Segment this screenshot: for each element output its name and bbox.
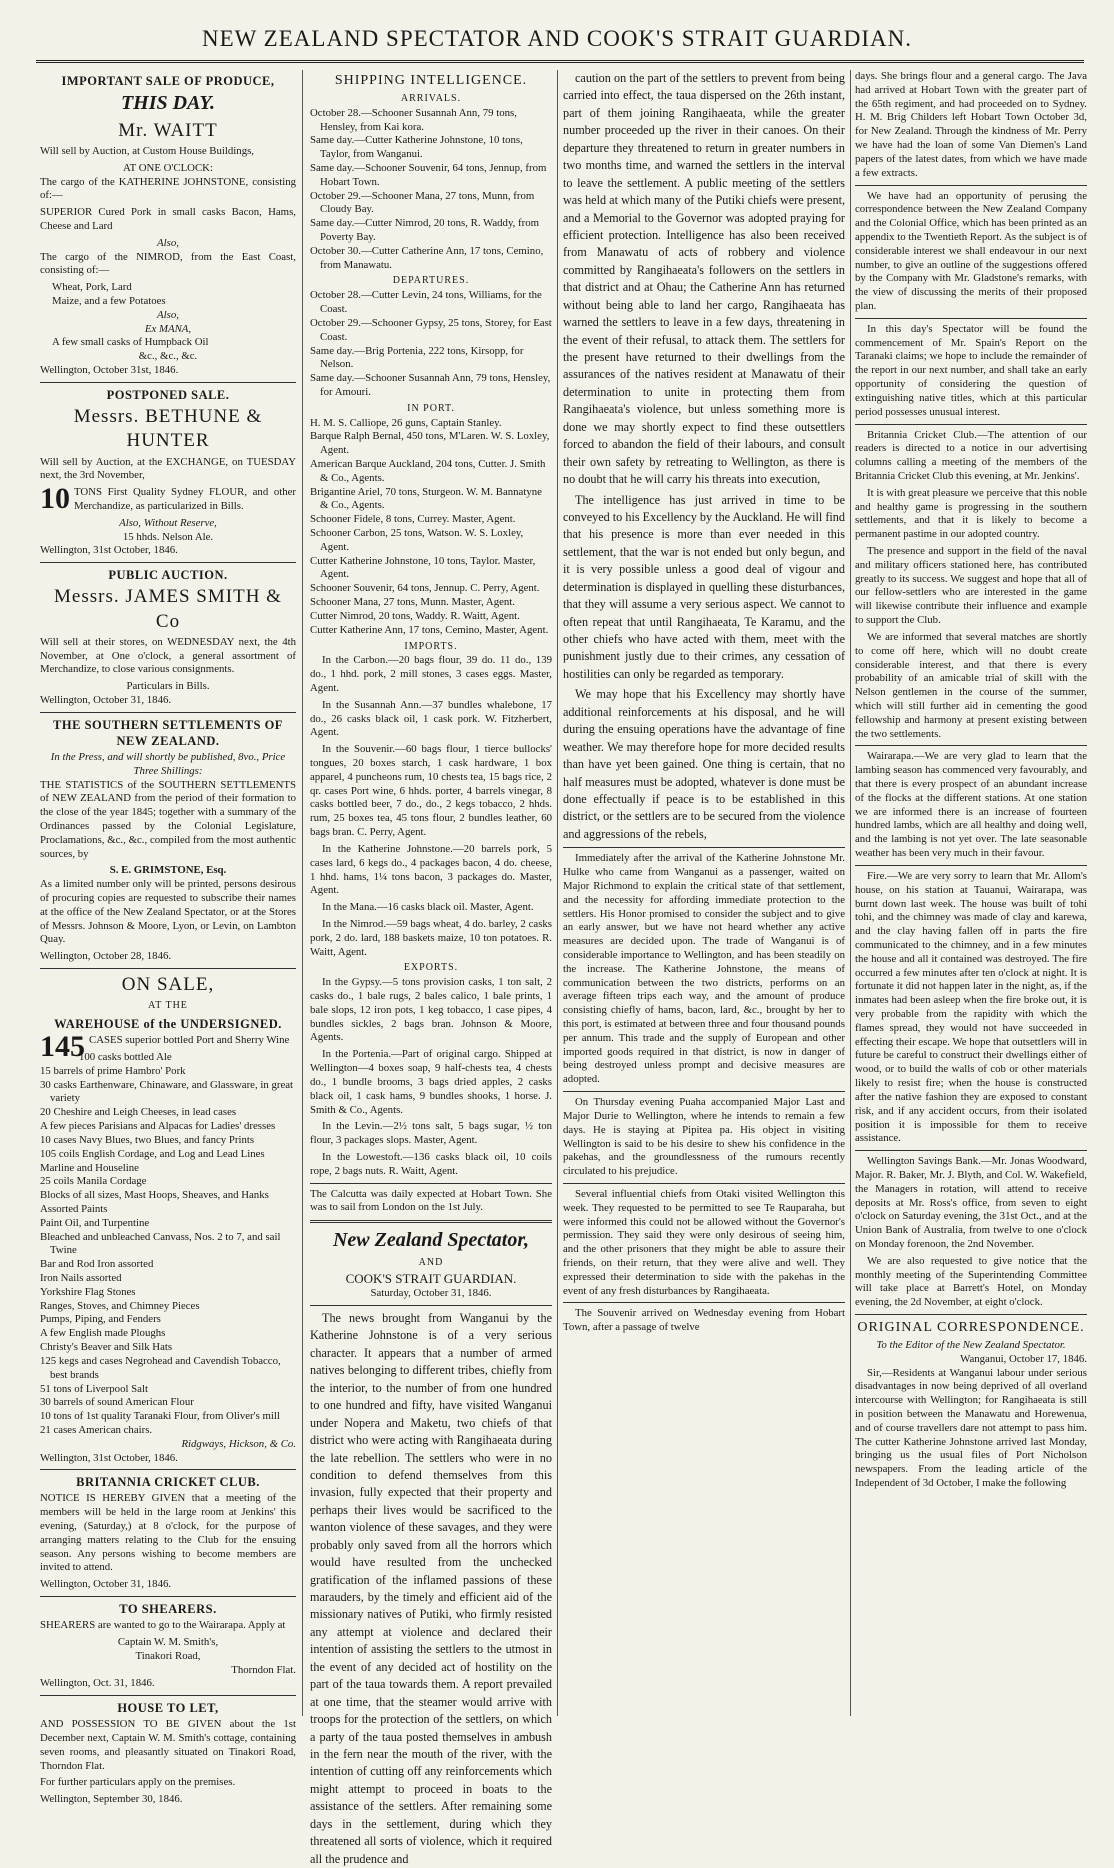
firm-name: Messrs. JAMES SMITH & Co [54,586,282,632]
shipping-entry: October 28.—Cutter Levin, 24 tons, Williams, for the Coast. [310,289,542,316]
warehouse-item: A few English made Ploughs [40,1327,166,1340]
ad-date: Wellington, 31st October, 1846. [40,1451,178,1464]
ad-text: Particulars in Bills. [126,680,210,693]
ad-text: AT THE [148,1000,188,1012]
warehouse-item: Christy's Beaver and Silk Hats [40,1341,173,1354]
ad-time: AT ONE O'CLOCK: [123,161,213,174]
ad-text: &c., &c., &c. [138,350,198,363]
ad-date: Wellington, 31st October, 1846. [40,544,178,557]
ad-address: Thorndon Flat. [231,1663,296,1676]
in-port-list [310,417,552,638]
ad-text: The cargo of the KATHERINE JOHNSTONE, consisting of:— [40,175,296,202]
section-heading: SHIPPING INTELLIGENCE. [334,73,528,88]
ad-text: Also, [157,308,179,321]
shipping-entry: Schooner Carbon, 25 tons, Watson. W. S. Loxley, Agent. [310,527,524,553]
news-item: The presence and support in the field of the naval and military officers stationed here, has contributed greatly to its success. We suggest and hope that all of our fellow-settlers who are interested in the game will likewise contribute their influence and example to support the Club. [855,545,1087,627]
ad-heading: THE SOUTHERN SETTLEMENTS OF NEW ZEALAND. [53,717,283,748]
shipping-entry: Same day.—Cutter Katherine Johnstone, 10 tons, Taylor, from Wanganui. [310,134,523,161]
divider [855,185,1087,186]
news-item: Several influential chiefs from Otaki visited Wellington this week. They requested to be permitted to see Te Rauparaha, but were informed this could not be allowed without the Governor's permission. They said they were only desirous of seeing him, and the other prisoners that they might be able to assure their friends, on their return, that they were alive and well. They expressed their determination to side with the pakehas in the event of any fresh disturbances by Rangihaeata. [563,1187,845,1297]
warehouse-item: 10 cases Navy Blues, two Blues, and fancy Prints [40,1133,255,1146]
subsection-label: ARRIVALS. [400,92,462,104]
cargo-entry: In the Souvenir.—60 bags flour, 1 tierce bullocks' tongues, 20 boxes starch, 1 cask hardware, 1 box apparel, 4 puncheons rum, 10 chests tea, 15 bags rice, 2 qr. cases Port wine, 6 hhds. porter, 4 barrels vinegar, 8 casks bottled beer, 7 do., do., 2 kegs tobacco, 2 hhds. rum, 25 boxes tea, 45 tons flour, 2 bundles leather, 60 bags bran. C. Perry, Agent. [310,743,552,839]
editorial-paragraph: The intelligence has just arrived in time to be conveyed to his Excellency by the Auckland. He will find that his presence is more than ever needed in this settlement, that the war is not ended but only begun, and it is very possible unless a good deal of vigour and determination is displayed in quelling these disturbances, that they will assume a very serious aspect. We cannot to often repeat that until Rangihaeata, Te Karamu, and the other chiefs who have acted with them, meet with the punishment justly due to their crimes, any cessation of hostilities can only be regarded as temporary. [563,492,845,681]
imports-list [310,654,552,959]
ad-text: In the Press, and will shortly be published, 8vo., Price Three Shillings: [50,750,286,777]
divider [855,1314,1087,1315]
ad-text: TONS First Quality Sydney FLOUR, and other Merchandize, as particularized in Bills. [74,486,296,512]
news-item: We are also requested to give notice that the monthly meeting of the Superintending Committee will take place at Barrett's Hotel, on Monday evening, the 2d November, at eight o'clock. [855,1254,1087,1309]
warehouse-item: Assorted Paints [40,1202,108,1215]
ad-public-auction [40,567,296,708]
ad-number: 10 [40,482,70,516]
ad-text: Also, Without Reserve, [119,516,217,529]
ad-item: Wheat, Pork, Lard [52,281,132,294]
shipping-entry: Schooner Souvenir, 64 tons, Jennup. C. Perry, Agent. [310,582,540,595]
masthead-rule [36,60,1084,63]
letter-text: Sir,—Residents at Wanganui labour under serious disadvantages in now being deprived of all overland intercourse with Wellington; for Rangihaeata is still in position between the Manawatu and Horewenua, and of course travellers dare not attempt to pass him. The cutter Katherine Johnstone arrived last Monday, bringing us the usual files of Port Nicholson newspapers. From the leading article of the Independent of 3d October, I make the following [855,1366,1087,1490]
warehouse-item: Bar and Rod Iron assorted [40,1258,154,1271]
shipping-entry: American Barque Auckland, 204 tons, Cutter. J. Smith & Co., Agents. [310,457,546,484]
subsection-label: IMPORTS. [404,640,458,652]
divider [40,968,296,969]
warehouse-item: Blocks of all sizes, Mast Hoops, Sheaves, and Hanks [40,1189,269,1202]
warehouse-item: 30 casks Earthenware, Chinaware, and Glassware, in great variety [40,1078,294,1105]
ad-item: A few small casks of Humpback Oil [52,336,209,349]
ad-heading: PUBLIC AUCTION. [108,568,228,583]
shipping-entry: Same day.—Schooner Susannah Ann, 79 tons, Hensley, for Amouri. [310,372,551,398]
shipping-entry: Same day.—Brig Portenia, 222 tons, Kirsopp, for Nelson. [310,344,524,371]
subsection-label: IN PORT. [407,402,455,414]
cargo-entry: In the Katherine Johnstone.—20 barrels pork, 5 cases lard, 6 kegs do., 4 packages bacon, 4 do. cheese, 1 hhd. hams, 1¼ tons bacon, 3 packages do. Master, Agent. [310,842,552,897]
ad-text: Will sell by Auction, at Custom House Buildings, [40,144,255,157]
author-name: S. E. GRIMSTONE, Esq. [109,864,227,877]
divider [563,1302,845,1303]
ad-text: AND POSSESSION TO BE GIVEN about the 1st December next, Captain W. M. Smith's cottage, containing seven rooms, and pleasantly situated on Tinakori Road, Thorndon Flat. [40,1718,296,1772]
ad-heading: HOUSE TO LET, [117,1701,219,1716]
local-news-column [855,70,1087,1716]
warehouse-item: 100 casks bottled Ale [79,1051,172,1064]
warehouse-item: Iron Nails assorted [40,1272,122,1285]
warehouse-item: Bleached and unbleached Canvass, Nos. 2 to 7, and sail Twine [40,1230,281,1257]
ad-item: 15 hhds. Nelson Ale. [122,530,214,543]
warehouse-item-list [40,1051,296,1438]
shipping-entry: October 28.—Schooner Susannah Ann, 79 tons, Hensley, from Kai kora. [310,106,517,133]
news-item: Fire.—We are very sorry to learn that Mr. Allom's house, on his station at Tauanui, Wairarapa, was burnt down last week. The house was built of tohi tohi, and the chimney was made of clay and karewa, and the clay having fallen off in parts the fire communicated to the chimney, and in a few minutes the house and all it contained was destroyed. The fire occurred a few minutes after ten o'clock at night. It is fortunate it did not happen later in the night, as, if the inmates had been asleep when the fire broke out, it is very probable from the rapidity with which the flames spread, they would not have succeeded in effecting their escape. We hope that outsettlers will in future be careful to construct their dwellings either of wood, or to build the walls of cob or other materials likely to resist fire; when the house is constructed after the native fashion they are exposed to constant risk, and if any accident occurs, from their isolated position it is impossible for them to receive assistance. [855,869,1087,1145]
departures-list [310,289,552,400]
news-item: The Calcutta was daily expected at Hobart Town. She was to sail from London on the 1st July. [310,1187,552,1214]
ad-text: NOTICE IS HEREBY GIVEN that a meeting of the members will be held in the large room at Jenkins' this evening, (Saturday,) at 8 o'clock, for the purpose of arranging matters relating to the Club for the ensuing season. Any persons wishing to become members are invited to attend. [40,1492,296,1574]
column-divider [302,70,303,1716]
shipping-entry: Cutter Katherine Ann, 17 tons, Cemino, Master, Agent. [310,623,549,636]
ad-date: Wellington, October 31st, 1846. [40,364,179,377]
warehouse-item: 25 coils Manila Cordage [40,1175,147,1188]
cargo-entry: In the Portenia.—Part of original cargo. Shipped at Wellington—4 boxes soap, 9 half-chests tea, 4 chests do., 1 bundle brooms, 3 bags dried apples, 2 casks black oil, 1 cask hams, 9 bundles shooks, 1 horse. J. Smith & Co., Agents. [310,1048,552,1116]
ad-text: For further particulars apply on the premises. [40,1776,236,1789]
ad-heading: POSTPONED SALE. [106,387,230,402]
divider [310,1220,552,1223]
ad-date: Wellington, October 28, 1846. [40,950,172,963]
divider [40,382,296,383]
shipping-entry: Barque Ralph Bernal, 450 tons, M'Laren. W. S. Loxley, Agent. [310,430,550,457]
ad-text: SHEARERS are wanted to go to the Wairarapa. Apply at [40,1619,286,1632]
ad-house-to-let [40,1700,296,1807]
ad-southern-settlements [40,717,296,964]
ad-text: THE STATISTICS of the SOUTHERN SETTLEMENTS of NEW ZEALAND from the period of their formation to the close of the year 1845; together with a summary of the Ordinances passed by the Colonial Legislature, Proclamations, &c., &c., compiled from the most authentic sources, by [40,778,296,860]
divider [855,318,1087,319]
ad-date: Wellington, October 31, 1846. [40,1578,172,1591]
column-divider [850,70,851,1716]
editorial-paragraph: caution on the part of the settlers to prevent from being carried into effect, the taua dispersed on the 26th instant, part of them joining Rangihaeata, while the greater number proceeded up the river in their canoes. On their departure they threatened to return in greater numbers in two months time, and warned the settlers in the interval to leave the settlement. A public meeting of the settlers was held at which many of the Putiki chiefs were present, and a Memorial to the Governor was adopted praying for efficient protection. Intelligence has also been received from Manawatu of acts of robbery and violence committed by Rangihaeata's followers on the settlers in that district and at Ohau; the Catherine Ann has returned without being able to land her cargo, Rangihaeata has warned the settlers to leave in a few days, threatening in the event of their refusal, to attack them. The settlers for the present have returned to their dwellings from the assurances of the natives resident at Manawatu of their determination to unite in protecting them from Rangihaeata's violence, but unless something more is done we may shortly expect to find these outsettlers forced to abandon the field of their labours, and consult their own safety by retreating to Wellington, as there is no doubt that he will carry his threats into execution, [563,71,845,487]
divider [40,1469,296,1470]
news-item: We are informed that several matches are shortly to come off here, which will no doubt create considerable interest, and that there is every probability of an amicable trial of skill with the Nelson gentlemen in the course of the summer, which will still further aid in cementing the good fellowship and harmony at present existing between the two settlements. [855,630,1087,740]
ad-text: SUPERIOR Cured Pork in small casks Bacon, Hams, Cheese and Lard [40,206,296,232]
warehouse-item: Yorkshire Flag Stones [40,1285,136,1298]
ad-text: Will sell at their stores, on WEDNESDAY next, the 4th November, at One o'clock, a general assortment of Merchandize, to close various consignments. [40,635,296,676]
shipping-entry: Cutter Nimrod, 20 tons, Waddy. R. Waitt, Agent. [310,609,520,622]
shipping-entry: Cutter Katherine Johnstone, 10 tons, Taylor. Master, Agent. [310,554,536,581]
ad-text: As a limited number only will be printed, persons desirous of procuring copies are requested to subscribe their names at the office of the New Zealand Spectator, or at the Stores of Messrs. Johnson & Moore, Lyon, or Levin, on Lambton Quay. [40,878,296,946]
editorial-column [563,70,845,1716]
shipping-entry: Brigantine Ariel, 70 tons, Sturgeon. W. M. Bannatyne & Co., Agents. [310,485,542,512]
ad-shearers [40,1601,296,1691]
ad-text: Ex MANA, [144,322,192,335]
issue-date: Saturday, October 31, 1846. [370,1287,492,1300]
news-item: We have had an opportunity of perusing the correspondence between the New Zealand Company and the Colonial Office, which has been printed as an appendix to the Twentieth Report. As the subject is of considerable interest we shall endeavour in our next number, to give an outline of the suggestions offered by the Company with Mr. Gladstone's remarks, with the view of discussing the merits of their proposed plan. [855,189,1087,312]
news-item: It is with great pleasure we perceive that this noble and healthy game is progressing in the southern settlements, and that it is likely to become a permanent pastime in our adopted country. [855,486,1087,541]
warehouse-item: Pumps, Piping, and Fenders [40,1313,161,1326]
ad-heading: BRITANNIA CRICKET CLUB. [76,1475,260,1490]
shipping-entry: October 29.—Schooner Mana, 27 tons, Munn, from Cloudy Bay. [310,189,535,216]
ad-subheading: THIS DAY. [120,92,216,114]
ad-date: Wellington, September 30, 1846. [40,1793,183,1806]
shipping-entry: Same day.—Schooner Souvenir, 64 tons, Jennup, from Hobart Town. [310,161,547,188]
ad-date: Wellington, October 31, 1846. [40,694,172,707]
warehouse-item: Ranges, Stoves, and Chimney Pieces [40,1299,200,1312]
warehouse-item: A few pieces Parisians and Alpacas for Ladies' dresses [40,1120,276,1133]
cargo-entry: In the Mana.—16 casks black oil. Master, Agent. [322,901,534,914]
auctioneer-name: Mr. WAITT [118,119,218,141]
ad-postponed-sale [40,387,296,558]
shipping-entry: H. M. S. Calliope, 26 guns, Captain Stanley. [310,416,502,429]
arrivals-list [310,107,552,273]
warehouse-item: 30 barrels of sound American Flour [40,1396,194,1409]
shipping-entry: October 30.—Cutter Catherine Ann, 17 tons, Cemino, from Manawatu. [310,244,544,271]
divider [40,1695,296,1696]
ad-text: CASES superior bottled Port and Sherry Wine [89,1034,290,1047]
warehouse-item: 125 kegs and cases Negrohead and Cavendish Tobacco, best brands [40,1354,281,1381]
column-divider [557,70,558,1716]
divider [310,1183,552,1184]
ad-text: Also, [157,236,179,249]
news-item: Britannia Cricket Club.—The attention of our readers is directed to a notice in our advertising columns calling a meeting of the members of the Britannia Cricket Club this evening, at Mr. Jenkins'. [855,428,1087,482]
cargo-entry: In the Nimrod.—59 bags wheat, 4 do. barley, 2 casks pork, 2 do. lard, 188 baskets maize, 10 ton potatoes. R. Waitt, Agent. [310,917,552,958]
firm-name: Messrs. BETHUNE & HUNTER [73,405,263,452]
warehouse-item: 20 Cheshire and Leigh Cheeses, in lead cases [40,1106,237,1119]
divider [855,745,1087,746]
ad-heading: WAREHOUSE of the UNDERSIGNED. [54,1017,282,1032]
section-heading: ORIGINAL CORRESPONDENCE. [857,1320,1085,1336]
editorial-paragraph: The news brought from Wanganui by the Katherine Johnstone is of a very serious character. It appears that a number of armed natives belonging to different tribes, chiefly from the interior, to the number of from one hundred to one hundred and fifty, have visited Wanganui under Nopera and Maketu, two chiefs of that district who were acting with Rangihaeata during the late rebellion. The settlers who were in no condition to defend themselves from this invasion, fully expected that their property and perhaps their lives would be sacrificed to the wanton violence of these savages, and they were probably only saved from all the horrors which would have resulted from the unchecked gratification of the inflamed passions of these marauders, by the timely and efficient aid of the missionary natives of Putiki, who firmly resisted any attempt at violence and declared their intention of assisting the settlers to the utmost in the event of any decided act of hostility on the part of the taua towards them. A report prevailed at one time, that the steamer would arrive with troops for the protection of the settlers, on which a party of the taua posted themselves in ambush in the fern near the mouth of the river, with the intention of cutting off any reinforcements which might attempt to proceed in boats to the assistance of the settlers. After remaining some days in the settlement, during which they threatened all sorts of violence, which it required all the prudence and [310,1311,552,1866]
warehouse-item: Paint Oil, and Turpentine [40,1216,150,1229]
divider [855,865,1087,866]
warehouse-item: 105 coils English Cordage, and Log and Lead Lines [40,1147,265,1160]
ad-heading: TO SHEARERS. [119,1602,217,1617]
news-item: Immediately after the arrival of the Katherine Johnstone Mr. Hulke who came from Wanganui as a passenger, waited on Major Richmond to explain the critical state of that settlement, and the necessity for affording immediate protection to the settlers. His Honor promised to consider the subject and to give an early answer, but we have not heard whether any active measures are decided upon. The trade of Wanganui is of considerable importance to Wellington, and has been steadily on the increase. The Katherine Johnstone, the means of communication between the two districts, performs on an average fifteen trips each way, and the amount of produce consisting chiefly of hams, bacon, lard, &c., brought by her to this port, is estimated at between three and four thousand pounds per annum. This trade and the supply of European and other imported goods required in that district, is now in danger of being destroyed unless prompt and decisive measures are adopted. [563,852,845,1086]
divider [40,1596,296,1597]
divider [855,424,1087,425]
divider [563,1183,845,1184]
exports-list [310,976,552,1178]
ad-address: Captain W. M. Smith's, [117,1635,219,1648]
shipping-entry: October 29.—Schooner Gypsy, 25 tons, Storey, for East Coast. [310,316,552,343]
letter-address: To the Editor of the New Zealand Spectator. [876,1338,1066,1351]
cargo-entry: In the Susannah Ann.—37 bundles whalebone, 17 do., 26 casks black oil, 1 cask pork. W. Fitzherbert, Agent. [310,698,552,739]
subsection-label: EXPORTS. [403,962,459,974]
news-item: days. She brings flour and a general cargo. The Java had arrived at Hobart Town with the greater part of the 65th regiment, and had proceeded on to Sydney. H. M. Brig Childers left Hobart Town October 3d, for New Zealand. Through the kindness of Mr. Perry we have had the loan of some Van Diemen's Land papers of the latest dates, from which we have made a few extracts. [855,70,1087,179]
cargo-entry: In the Levin.—2½ tons salt, 5 bags sugar, ½ ton flour, 3 packages slops. Master, Agent. [310,1120,552,1147]
divider [40,562,296,563]
news-item: Wairarapa.—We are very glad to learn that the lambing season has commenced very favourably, and that there is every prospect of an abundant increase of the flocks at the different stations. At one station we are informed there is an increase of fourteen hundred lambs, which are all healthy and doing well, and the lambing is not yet over. The late seasonable weather has been very much in their favour. [855,750,1087,860]
warehouse-item: Marline and Houseline [40,1161,139,1174]
shipping-entry: Schooner Fidele, 8 tons, Currey. Master, Agent. [310,513,516,526]
advertisements-column [40,70,296,1806]
divider [40,712,296,713]
warehouse-item: 21 cases American chairs. [40,1423,153,1436]
paper-title-and: AND [418,1256,444,1268]
ad-cricket-club [40,1474,296,1592]
divider [563,847,845,848]
warehouse-item: 51 tons of Liverpool Salt [40,1382,148,1395]
cargo-entry: In the Lowestoft.—136 casks black oil, 10 coils rope, 2 bags nuts. R. Waitt, Agent. [310,1150,552,1177]
ad-signature: Ridgways, Hickson, & Co. [181,1437,296,1450]
divider [310,1305,552,1306]
news-item: In this day's Spectator will be found the commencement of Mr. Spain's Report on the Taranaki claims; we hope to include the remainder of the report in our next number, and shall take an early opportunity of considering the question of extinguishing native titles, which at this particular period possesses unusual interest. [855,322,1087,418]
ad-date: Wellington, Oct. 31, 1846. [40,1677,155,1690]
warehouse-item: 10 tons of 1st quality Taranaki Flour, from Oliver's mill [40,1410,280,1423]
shipping-entry: Schooner Mana, 27 tons, Munn. Master, Agent. [310,596,515,609]
ad-item: Maize, and a few Potatoes [52,295,166,308]
news-item: Wellington Savings Bank.—Mr. Jonas Woodward, Major. R. Baker, Mr. J. Blyth, and Col. W. Wakefield, the Managers in rotation, will attend to receive deposits at Mr. Ross's office, from seven to eight o'clock on Saturday evening, the 31st Oct., and at the Union Bank of Australia, from twelve to one o'clock on Monday forenoon, the 2nd November. [855,1155,1087,1250]
ad-heading: ON SALE, [121,974,215,996]
warehouse-item: 15 barrels of prime Hambro' Pork [40,1064,186,1077]
letter-dateline: Wanganui, October 17, 1846. [960,1352,1087,1365]
shipping-entry: Same day.—Cutter Nimrod, 20 tons, R. Waddy, from Poverty Bay. [310,217,540,244]
ad-warehouse-sale [40,973,296,1465]
masthead: NEW ZEALAND SPECTATOR AND COOK'S STRAIT GUARDIAN. [201,26,913,51]
paper-subtitle: COOK'S STRAIT GUARDIAN. [345,1270,517,1286]
news-item: On Thursday evening Puaha accompanied Major Last and Major Durie to Wellington, where he intends to remain a few days. He is staying at Pipitea pa. His object in visiting Wellington is said to be his desire to shew his confidence in the pakehas, and the groundlessness of the rumours recently circulated to his prejudice. [563,1096,845,1178]
divider [563,1091,845,1092]
shipping-column [310,70,552,1866]
divider [855,1150,1087,1151]
ad-text: Will sell by Auction, at the EXCHANGE, on TUESDAY next, the 3rd November, [40,455,296,482]
ad-number: 145 [40,1030,85,1064]
cargo-entry: In the Gypsy.—5 tons provision casks, 1 ton salt, 2 casks do., 1 bale rugs, 2 bales calico, 1 bale prints, 1 bale slops, 12 iron pots, 1 keg tobacco, 1 case pipes, 4 bundles sickles, 2 bags bran. Johnson & Moore, Agents. [310,976,552,1044]
ad-text: The cargo of the NIMROD, from the East Coast, consisting of:— [40,250,296,277]
ad-produce-sale [40,73,296,378]
news-item: The Souvenir arrived on Wednesday evening from Hobart Town, after a passage of twelve [563,1307,845,1334]
subsection-label: DEPARTURES. [392,275,470,287]
ad-address: Tinakori Road, [135,1649,201,1662]
ad-heading: IMPORTANT SALE OF PRODUCE, [61,74,275,88]
editorial-paragraph: We may hope that his Excellency may shortly have additional reinforcements at his disposal, and he will during the ensuing operations have the advantage of fine weather. We may therefore hope for more decided results than have yet been gained. One thing is certain, that no half measures must be adopted, whatever is done must be done effectually if peace is to be established in this district, or the settlers are to be secured from the violence and aggressions of the rebels, [563,687,845,841]
cargo-entry: In the Carbon.—20 bags flour, 39 do. 11 do., 139 do., 1 hhd. pork, 2 mill stones, 3 cases eggs. Master, Agent. [310,654,552,694]
paper-title: New Zealand Spectator, [332,1229,530,1252]
